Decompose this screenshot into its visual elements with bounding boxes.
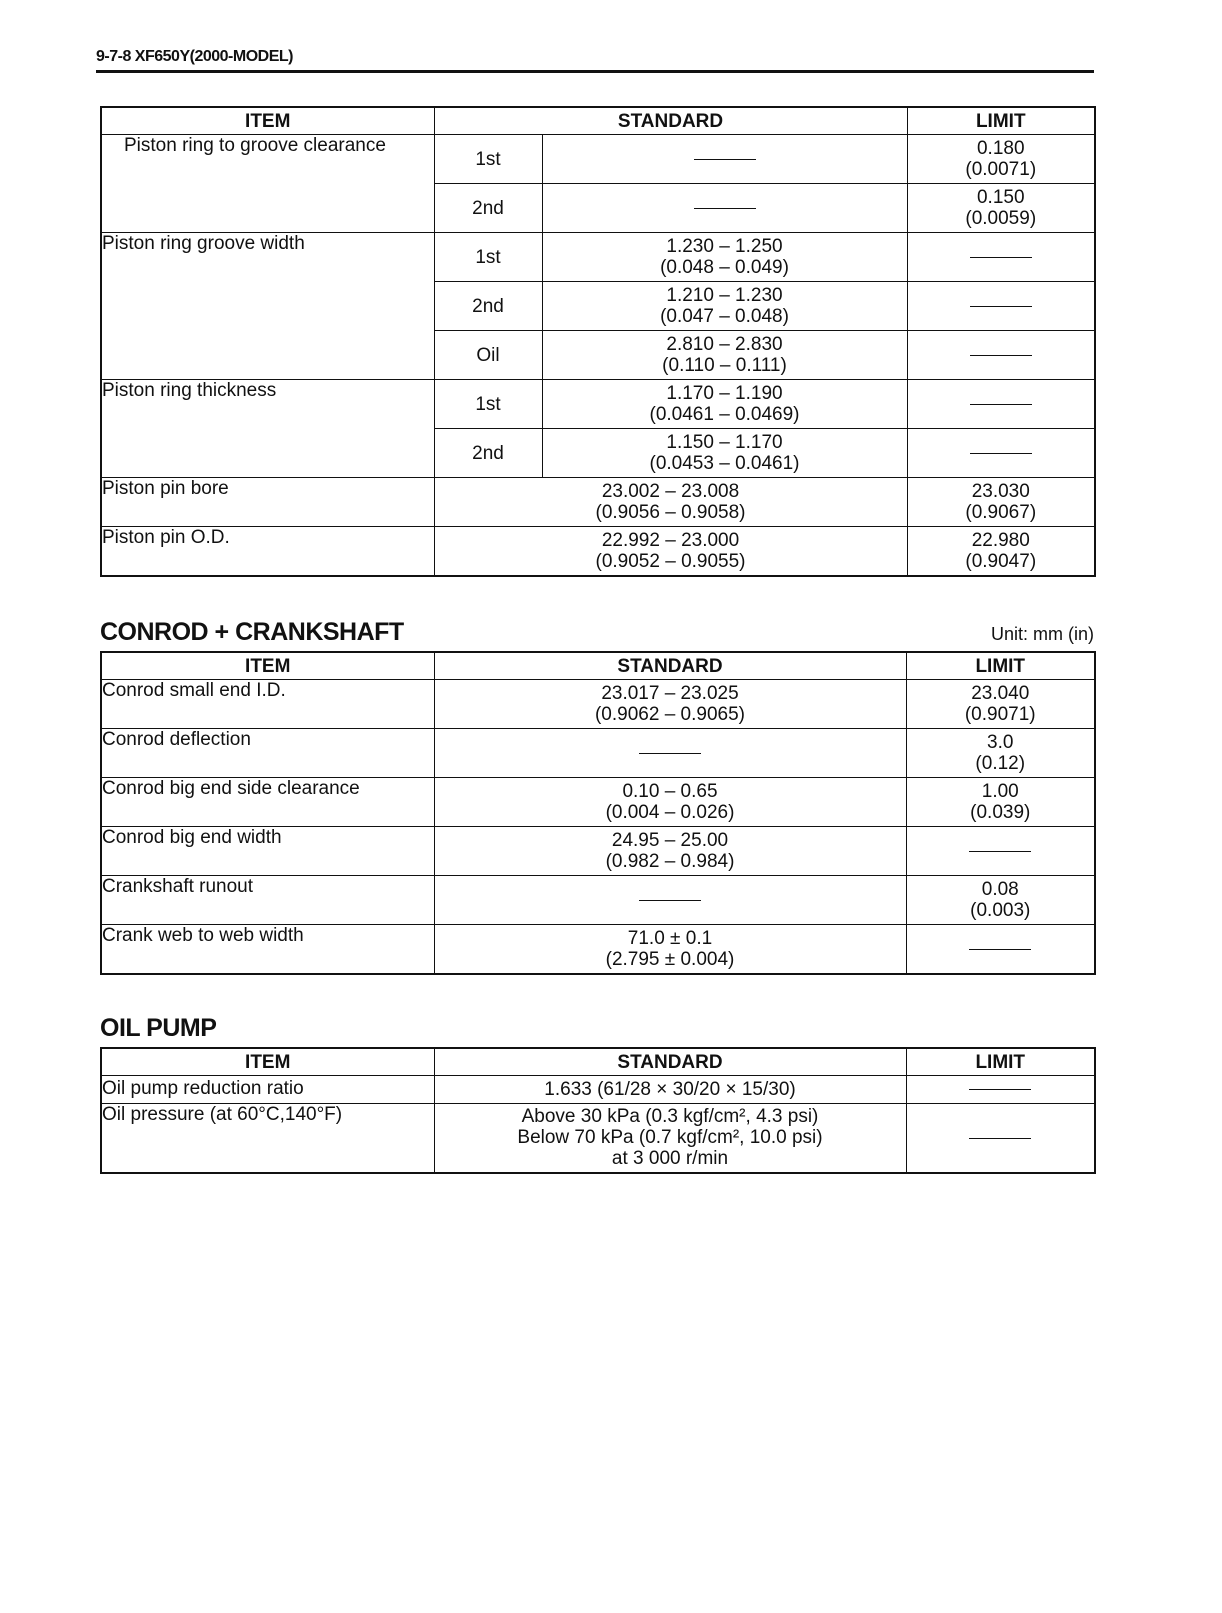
not-applicable-dash (639, 900, 701, 901)
limit-value (906, 778, 1095, 827)
table-row (101, 233, 1095, 282)
limit-in: (0.12) (975, 753, 1026, 774)
column-header-standard: STANDARD (434, 107, 907, 135)
limit-value (907, 282, 1095, 331)
limit-mm: 22.980 (971, 530, 1030, 551)
standard-value (434, 827, 906, 876)
item-label: Piston pin bore (101, 478, 434, 527)
standard-in: (0.0461 – 0.0469) (649, 404, 800, 425)
sub-label: 2nd (434, 282, 542, 331)
item-label: Conrod deflection (101, 729, 434, 778)
limit-value (907, 380, 1095, 429)
column-header-limit: LIMIT (906, 1048, 1095, 1076)
standard-value (434, 680, 906, 729)
limit-mm: 3.0 (987, 732, 1014, 753)
standard-mm: 23.017 – 23.025 (601, 683, 739, 704)
standard-value (542, 282, 907, 331)
standard-line: Above 30 kPa (0.3 kgf/cm², 4.3 psi) (521, 1106, 819, 1128)
limit-value (906, 1104, 1095, 1173)
standard-mm: 1.150 – 1.170 (666, 432, 783, 453)
standard-value (434, 478, 907, 527)
column-header-item: ITEM (101, 1048, 434, 1076)
item-label: Crankshaft runout (101, 876, 434, 925)
table-header-row (101, 107, 1095, 135)
column-header-item: ITEM (101, 652, 434, 680)
sub-label: 1st (434, 135, 542, 184)
limit-in: (0.9067) (965, 502, 1037, 523)
standard-mm: 2.810 – 2.830 (666, 334, 783, 355)
table-row (101, 135, 1095, 184)
not-applicable-dash (970, 306, 1032, 307)
standard-line: at 3 000 r/min (611, 1148, 729, 1170)
sub-label: 2nd (434, 429, 542, 478)
not-applicable-dash (694, 208, 756, 209)
sub-label: 1st (434, 233, 542, 282)
limit-in: (0.0071) (965, 159, 1037, 180)
limit-value (907, 233, 1095, 282)
limit-mm: 0.150 (976, 187, 1025, 208)
limit-value (906, 925, 1095, 975)
not-applicable-dash (639, 753, 701, 754)
table-row (101, 680, 1095, 729)
standard-value (434, 1104, 906, 1173)
sub-label: Oil (434, 331, 542, 380)
standard-value: 1.633 (61/28 × 30/20 × 15/30) (434, 1076, 906, 1104)
table-row (101, 778, 1095, 827)
standard-in: (0.982 – 0.984) (605, 851, 735, 872)
table-row (101, 478, 1095, 527)
page-reference: 9-7-8 XF650Y(2000-MODEL) (96, 48, 293, 65)
limit-in: (0.9047) (965, 551, 1037, 572)
standard-mm: 0.10 – 0.65 (622, 781, 718, 802)
table-row (101, 729, 1095, 778)
oil-pump-spec-table (100, 1047, 1096, 1174)
table-row (101, 925, 1095, 975)
table-row (101, 876, 1095, 925)
limit-value (906, 876, 1095, 925)
not-applicable-dash (970, 404, 1032, 405)
table-row (101, 1104, 1095, 1173)
item-label: Conrod big end width (101, 827, 434, 876)
standard-value (542, 135, 907, 184)
item-label: Crank web to web width (101, 925, 434, 975)
standard-mm: 22.992 – 23.000 (601, 530, 740, 551)
standard-in: (0.0453 – 0.0461) (649, 453, 800, 474)
table-row (101, 380, 1095, 429)
column-header-standard: STANDARD (434, 652, 906, 680)
table-row (101, 527, 1095, 577)
limit-in: (0.9071) (964, 704, 1036, 725)
piston-spec-table (100, 106, 1096, 577)
standard-mm: 24.95 – 25.00 (611, 830, 729, 851)
standard-in: (0.9062 – 0.9065) (594, 704, 745, 725)
standard-value (434, 527, 907, 577)
item-label: Conrod big end side clearance (101, 778, 434, 827)
standard-in: (2.795 ± 0.004) (605, 949, 735, 970)
table-row (101, 827, 1095, 876)
not-applicable-dash (970, 453, 1032, 454)
sub-label: 2nd (434, 184, 542, 233)
table-header-row (101, 1048, 1095, 1076)
not-applicable-dash (969, 851, 1031, 852)
limit-value (907, 478, 1095, 527)
standard-value (542, 429, 907, 478)
sub-label: 1st (434, 380, 542, 429)
standard-in: (0.9056 – 0.9058) (595, 502, 746, 523)
item-label: Oil pump reduction ratio (101, 1076, 434, 1104)
standard-in: (0.110 – 0.111) (662, 355, 787, 376)
standard-in: (0.047 – 0.048) (660, 306, 789, 327)
limit-in: (0.039) (970, 802, 1031, 823)
standard-line: Below 70 kPa (0.7 kgf/cm², 10.0 psi) (517, 1127, 823, 1149)
column-header-limit: LIMIT (906, 652, 1095, 680)
limit-value (907, 184, 1095, 233)
limit-value (907, 331, 1095, 380)
limit-mm: 0.180 (976, 138, 1025, 159)
standard-value (434, 778, 906, 827)
section-title-oil-pump: OIL PUMP (100, 1014, 217, 1042)
column-header-limit: LIMIT (907, 107, 1095, 135)
limit-value (906, 729, 1095, 778)
standard-mm: 1.230 – 1.250 (666, 236, 783, 257)
not-applicable-dash (969, 1138, 1031, 1139)
limit-value (907, 527, 1095, 577)
standard-in: (0.9052 – 0.9055) (595, 551, 746, 572)
standard-value (542, 380, 907, 429)
table-row (101, 1076, 1095, 1104)
limit-mm: 0.08 (981, 879, 1019, 900)
limit-value (906, 1076, 1095, 1104)
not-applicable-dash (969, 949, 1031, 950)
standard-value (434, 925, 906, 975)
unit-label: Unit: mm (in) (991, 624, 1094, 644)
item-label: Piston pin O.D. (101, 527, 434, 577)
section-title-conrod: CONROD + CRANKSHAFT (100, 618, 404, 646)
standard-in: (0.048 – 0.049) (660, 257, 789, 278)
not-applicable-dash (970, 257, 1032, 258)
column-header-standard: STANDARD (434, 1048, 906, 1076)
not-applicable-dash (970, 355, 1032, 356)
standard-value (542, 331, 907, 380)
item-label: Oil pressure (at 60°C,140°F) (101, 1104, 434, 1173)
item-label: Piston ring thickness (101, 380, 434, 478)
limit-value (906, 827, 1095, 876)
item-label: Conrod small end I.D. (101, 680, 434, 729)
limit-value (907, 135, 1095, 184)
limit-in: (0.003) (970, 900, 1031, 921)
standard-in: (0.004 – 0.026) (605, 802, 735, 823)
standard-value (434, 876, 906, 925)
item-label: Piston ring to groove clearance (101, 135, 434, 233)
limit-mm: 23.030 (971, 481, 1030, 502)
item-label: Piston ring groove width (101, 233, 434, 380)
column-header-item: ITEM (101, 107, 434, 135)
standard-value (434, 729, 906, 778)
standard-value (542, 233, 907, 282)
limit-in: (0.0059) (965, 208, 1037, 229)
standard-mm: 71.0 ± 0.1 (627, 928, 713, 949)
conrod-spec-table (100, 651, 1096, 975)
standard-mm: 1.170 – 1.190 (666, 383, 783, 404)
standard-mm: 1.210 – 1.230 (666, 285, 783, 306)
standard-value (542, 184, 907, 233)
limit-value (906, 680, 1095, 729)
limit-mm: 1.00 (981, 781, 1019, 802)
not-applicable-dash (969, 1089, 1031, 1090)
not-applicable-dash (694, 159, 756, 160)
limit-value (907, 429, 1095, 478)
table-header-row (101, 652, 1095, 680)
page-header (96, 42, 1094, 73)
limit-mm: 23.040 (971, 683, 1030, 704)
standard-mm: 23.002 – 23.008 (601, 481, 740, 502)
